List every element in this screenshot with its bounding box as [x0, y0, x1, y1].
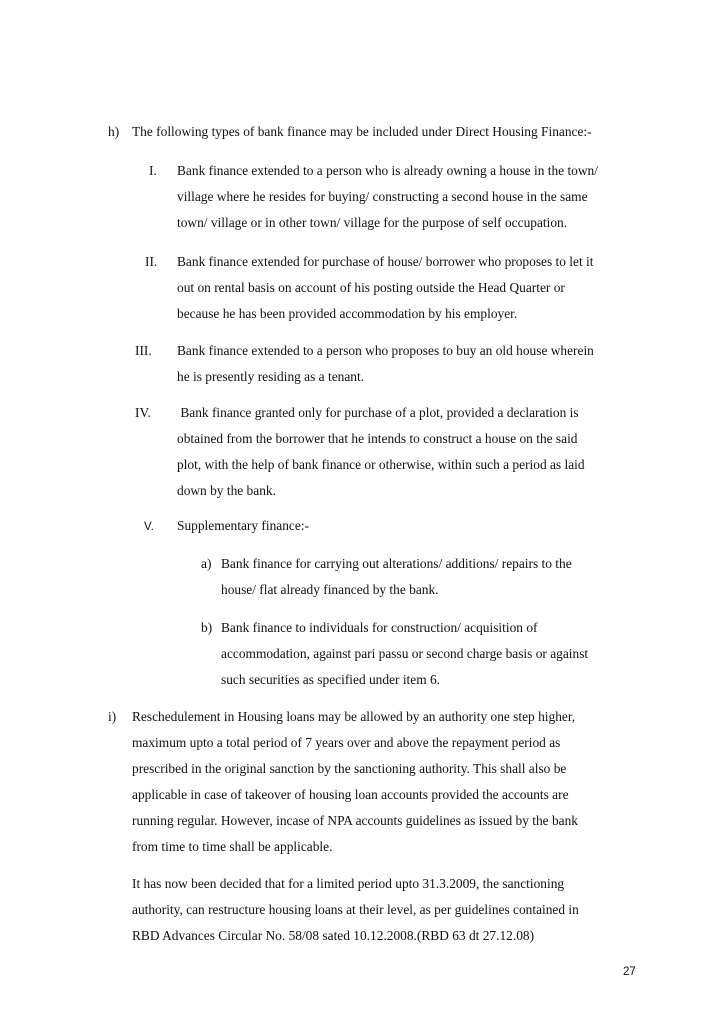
- subitem-a-line-2: house/ flat already financed by the bank.: [221, 582, 439, 597]
- item-ii-marker: II.: [145, 254, 158, 269]
- section-i-para1-line-5: running regular. However, incase of NPA accounts guidelines as issued by the bank: [132, 813, 578, 828]
- subitem-a-marker: a): [201, 556, 212, 571]
- page-number: 27: [623, 966, 636, 978]
- item-ii-line-2: out on rental basis on account of his posting outside the Head Quarter or: [177, 280, 565, 295]
- subitem-b-line-1: Bank finance to individuals for construction/ acquisition of: [221, 620, 538, 635]
- section-i-para2-line-3: RBD Advances Circular No. 58/08 sated 10.12.2008.(RBD 63 dt 27.12.08): [132, 928, 535, 943]
- subitem-a-line-1: Bank finance for carrying out alterations/ additions/ repairs to the: [221, 556, 572, 571]
- section-i-para1-line-2: maximum upto a total period of 7 years over and above the repayment period as: [132, 735, 561, 750]
- item-ii-line-3: because he has been provided accommodation by his employer.: [177, 306, 518, 321]
- item-iii-marker: III.: [135, 343, 152, 358]
- item-iv-line-3: plot, with the help of bank finance or otherwise, within such a period as laid: [177, 457, 585, 472]
- item-iv-line-2: obtained from the borrower that he intends to construct a house on the said: [177, 431, 578, 446]
- item-i-marker: I.: [149, 163, 157, 178]
- item-iii-line-1: Bank finance extended to a person who proposes to buy an old house wherein: [177, 343, 594, 358]
- item-iv-marker: IV.: [135, 405, 151, 420]
- section-h-intro: The following types of bank finance may be included under Direct Housing Finance:-: [132, 124, 592, 139]
- subitem-b-line-3: such securities as specified under item 6.: [221, 672, 441, 687]
- section-i-para1-line-6: from time to time shall be applicable.: [132, 839, 333, 854]
- item-i-line-1: Bank finance extended to a person who is already owning a house in the town/: [177, 163, 598, 178]
- item-iii-line-2: he is presently residing as a tenant.: [177, 369, 365, 384]
- section-i-para1-line-4: applicable in case of takeover of housing loan accounts provided the accounts are: [132, 787, 569, 802]
- item-i-line-2: village where he resides for buying/ constructing a second house in the same: [177, 189, 588, 204]
- subitem-b-marker: b): [201, 620, 213, 635]
- item-iv-line-1: Bank finance granted only for purchase of a plot, provided a declaration is: [177, 405, 579, 420]
- section-i-para2-line-1: It has now been decided that for a limited period upto 31.3.2009, the sanctioning: [132, 876, 565, 891]
- section-h-marker: h): [108, 124, 120, 139]
- section-i-para2-line-2: authority, can restructure housing loans at their level, as per guidelines contained in: [132, 902, 579, 917]
- section-i-marker: i): [108, 709, 117, 724]
- item-v-marker: V.: [144, 521, 154, 533]
- item-i-line-3: town/ village or in other town/ village for the purpose of self occupation.: [177, 215, 568, 230]
- subitem-b-line-2: accommodation, against pari passu or second charge basis or against: [221, 646, 589, 661]
- section-i-para1-line-3: prescribed in the original sanction by the sanctioning authority. This shall also be: [132, 761, 567, 776]
- item-ii-line-1: Bank finance extended for purchase of house/ borrower who proposes to let it: [177, 254, 594, 269]
- item-v-line-1: Supplementary finance:-: [177, 518, 309, 533]
- item-iv-line-4: down by the bank.: [177, 483, 276, 498]
- section-i-para1-line-1: Reschedulement in Housing loans may be allowed by an authority one step higher,: [132, 709, 576, 724]
